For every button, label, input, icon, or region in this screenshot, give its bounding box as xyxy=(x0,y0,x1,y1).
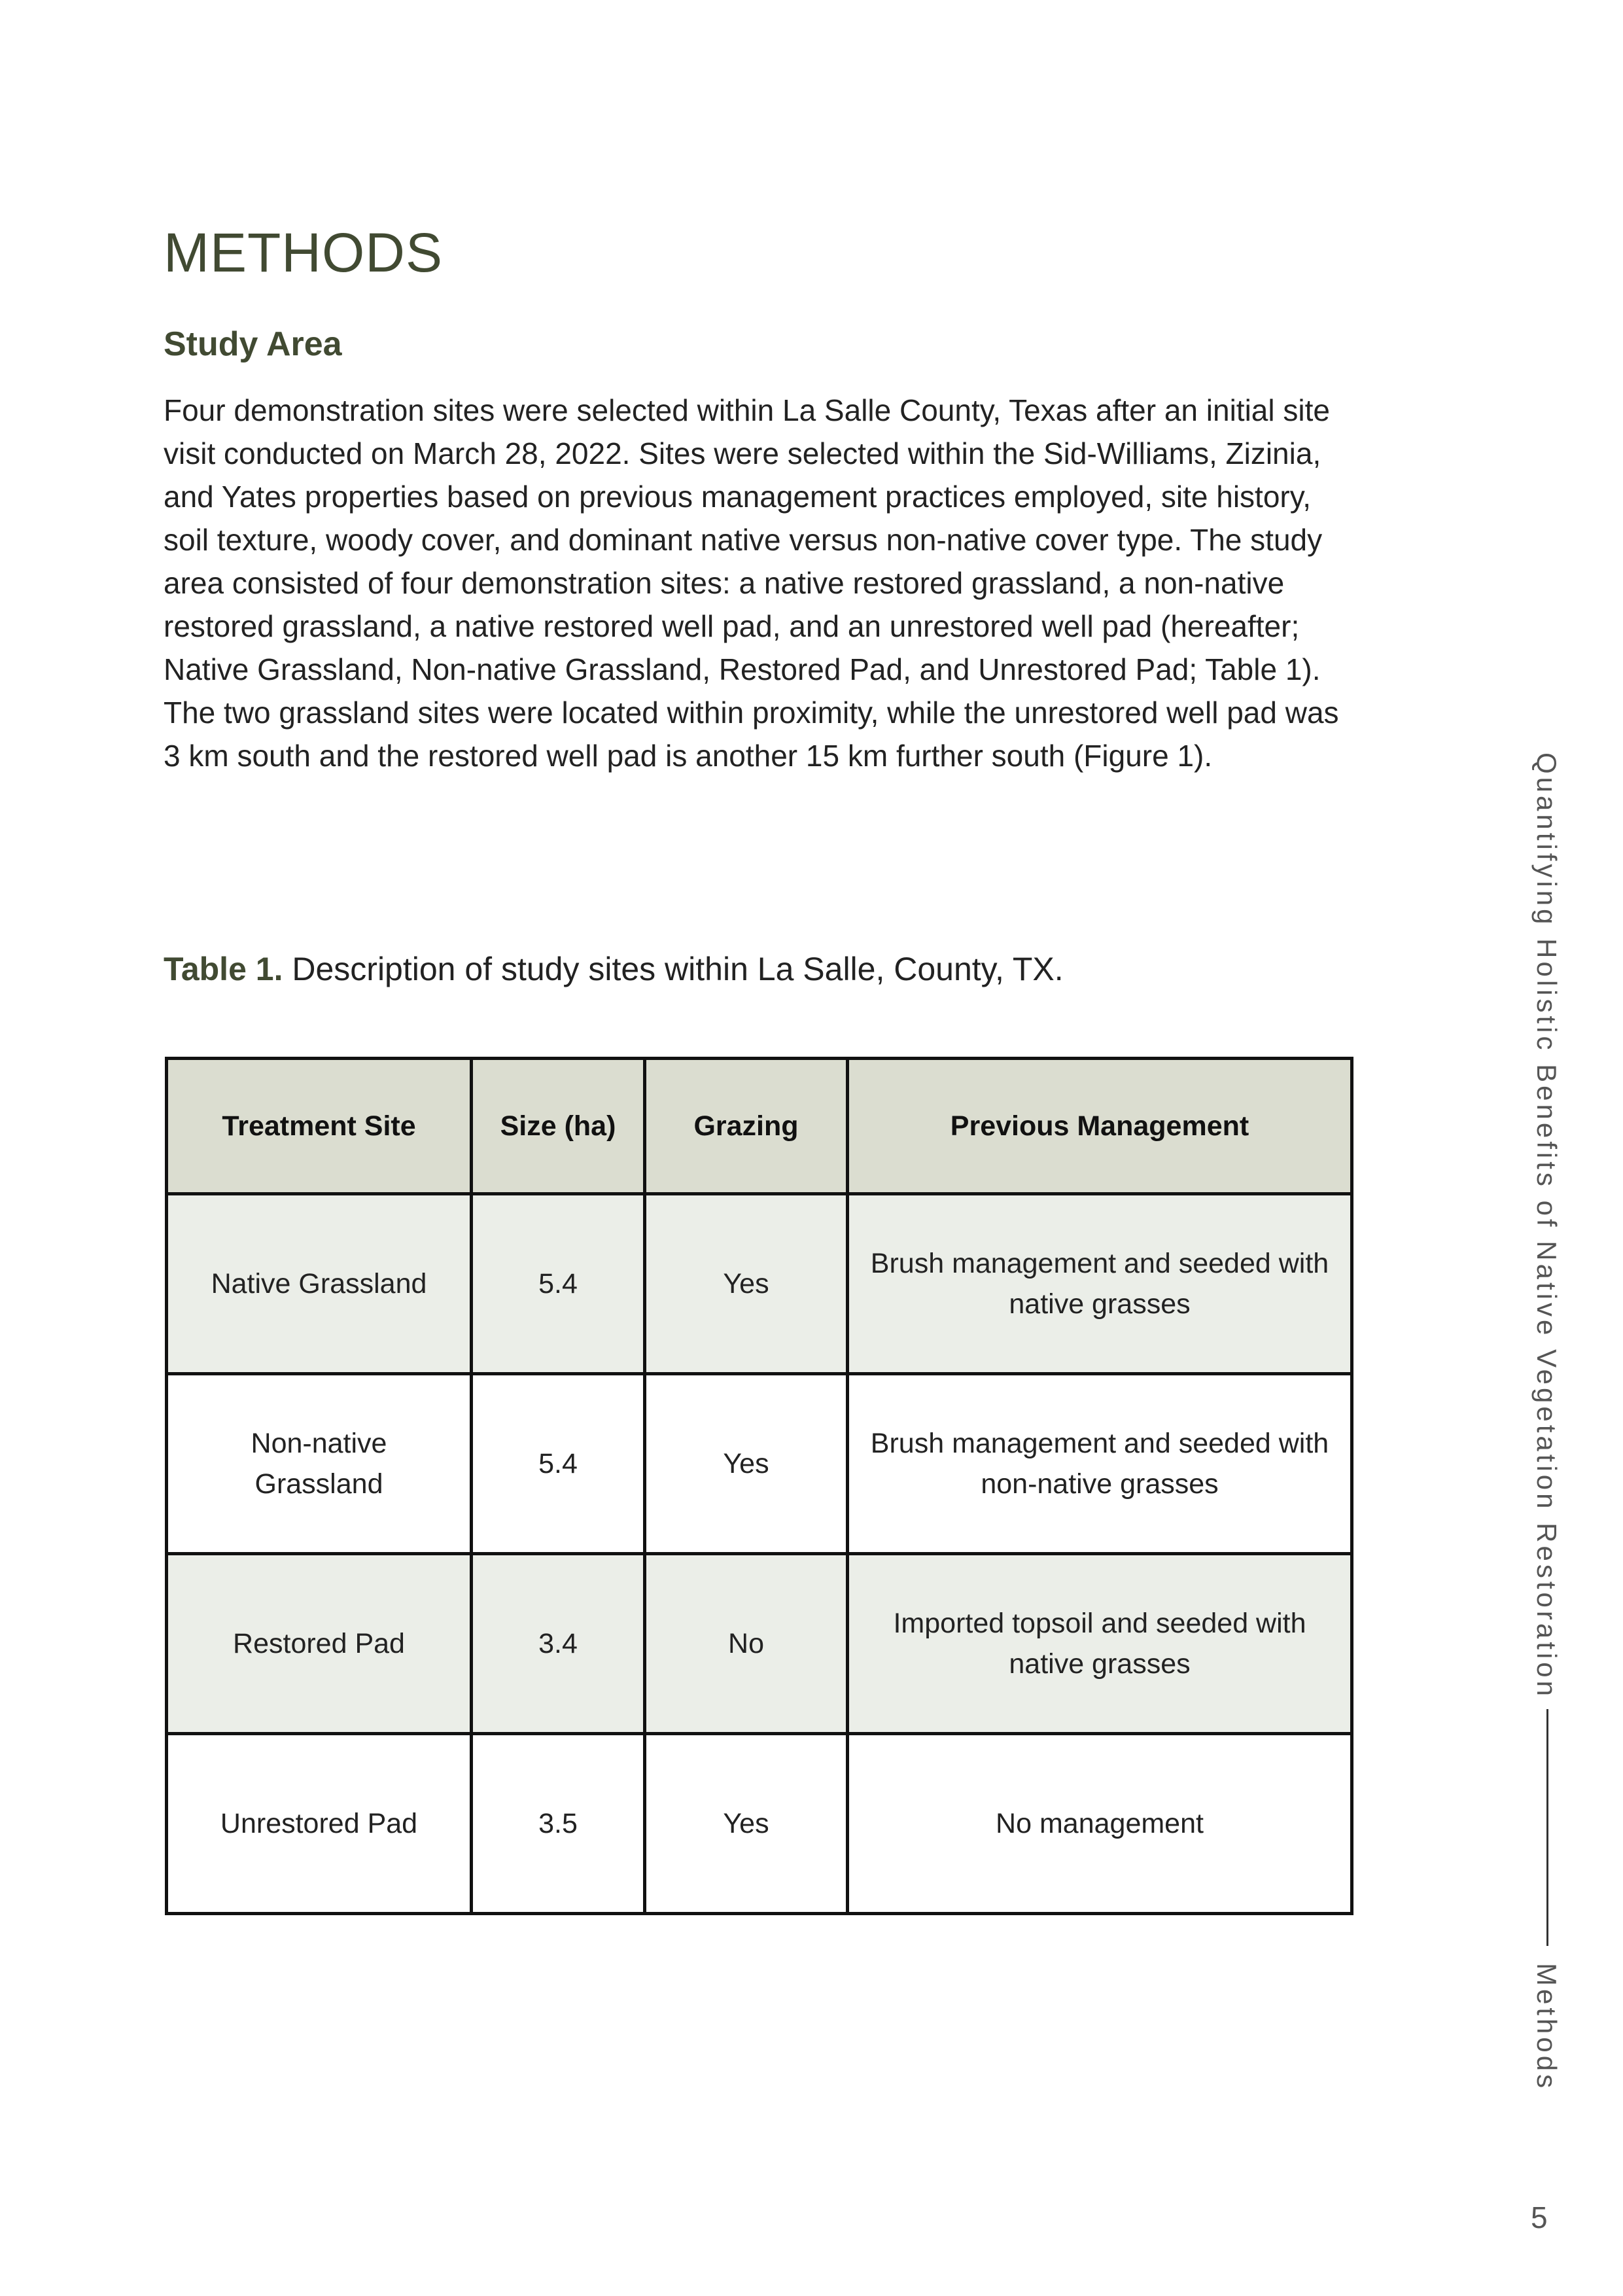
study-area-paragraph: Four demonstration sites were selected within La Salle County, Texas after an initial site visit conducted on March 28, 2022. Sites were selected within the Sid-Williams, Zizinia, and Yates properties based on previous management practices employed, site history, soil texture, woody cover, and dominant native versus non-native cover type. The study area consisted of four demonstration sites: a native restored grassland, a non-native restored grassland, a native restored well pad, and an unrestored well pad (hereafter; Native Grassland, Non-native Grassland, Restored Pad, and Unrestored Pad; Table 1). The two grassland sites were located within proximity, while the unrestored well pad was 3 km south and the restored well pad is another 15 km further south (Figure 1). xyxy=(164,393,1339,773)
table-row xyxy=(167,1554,1352,1734)
cell-size: 3.5 xyxy=(472,1734,645,1914)
cell-grazing: Yes xyxy=(645,1374,848,1554)
header-previous-management: Previous Management xyxy=(848,1059,1352,1194)
cell-previous-management: No management xyxy=(848,1734,1352,1914)
sidebar-divider xyxy=(1546,1709,1548,1946)
table-row xyxy=(167,1194,1352,1374)
running-title: Quantifying Holistic Benefits of Native Vegetation Restoration xyxy=(1531,752,1562,1699)
cell-size: 5.4 xyxy=(472,1194,645,1374)
cell-treatment-site: Non-native Grassland xyxy=(167,1374,472,1554)
cell-previous-management: Imported topsoil and seeded with native grasses xyxy=(848,1554,1352,1734)
cell-size: 5.4 xyxy=(472,1374,645,1554)
header-grazing: Grazing xyxy=(645,1059,848,1194)
header-treatment-site: Treatment Site xyxy=(167,1059,472,1194)
table-row xyxy=(167,1374,1352,1554)
cell-grazing: No xyxy=(645,1554,848,1734)
header-size: Size (ha) xyxy=(472,1059,645,1194)
table-header-row xyxy=(167,1059,1352,1194)
running-section-label: Methods xyxy=(1531,1963,1562,2092)
study-area-subheading: Study Area xyxy=(164,325,342,363)
cell-size: 3.4 xyxy=(472,1554,645,1734)
table-row xyxy=(167,1734,1352,1914)
section-heading: METHODS xyxy=(164,222,443,283)
table-caption xyxy=(164,950,1064,988)
cell-grazing: Yes xyxy=(645,1194,848,1374)
cell-treatment-site: Native Grassland xyxy=(167,1194,472,1374)
cell-previous-management: Brush management and seeded with non-native grasses xyxy=(848,1374,1352,1554)
table-caption-label: Table 1. xyxy=(164,951,283,987)
cell-treatment-site: Unrestored Pad xyxy=(167,1734,472,1914)
study-sites-table xyxy=(165,1057,1353,1915)
cell-treatment-site: Restored Pad xyxy=(167,1554,472,1734)
table-caption-text: Description of study sites within La Salle, County, TX. xyxy=(283,951,1064,987)
page-number: 5 xyxy=(1531,2200,1548,2234)
cell-grazing: Yes xyxy=(645,1734,848,1914)
cell-previous-management: Brush management and seeded with native grasses xyxy=(848,1194,1352,1374)
